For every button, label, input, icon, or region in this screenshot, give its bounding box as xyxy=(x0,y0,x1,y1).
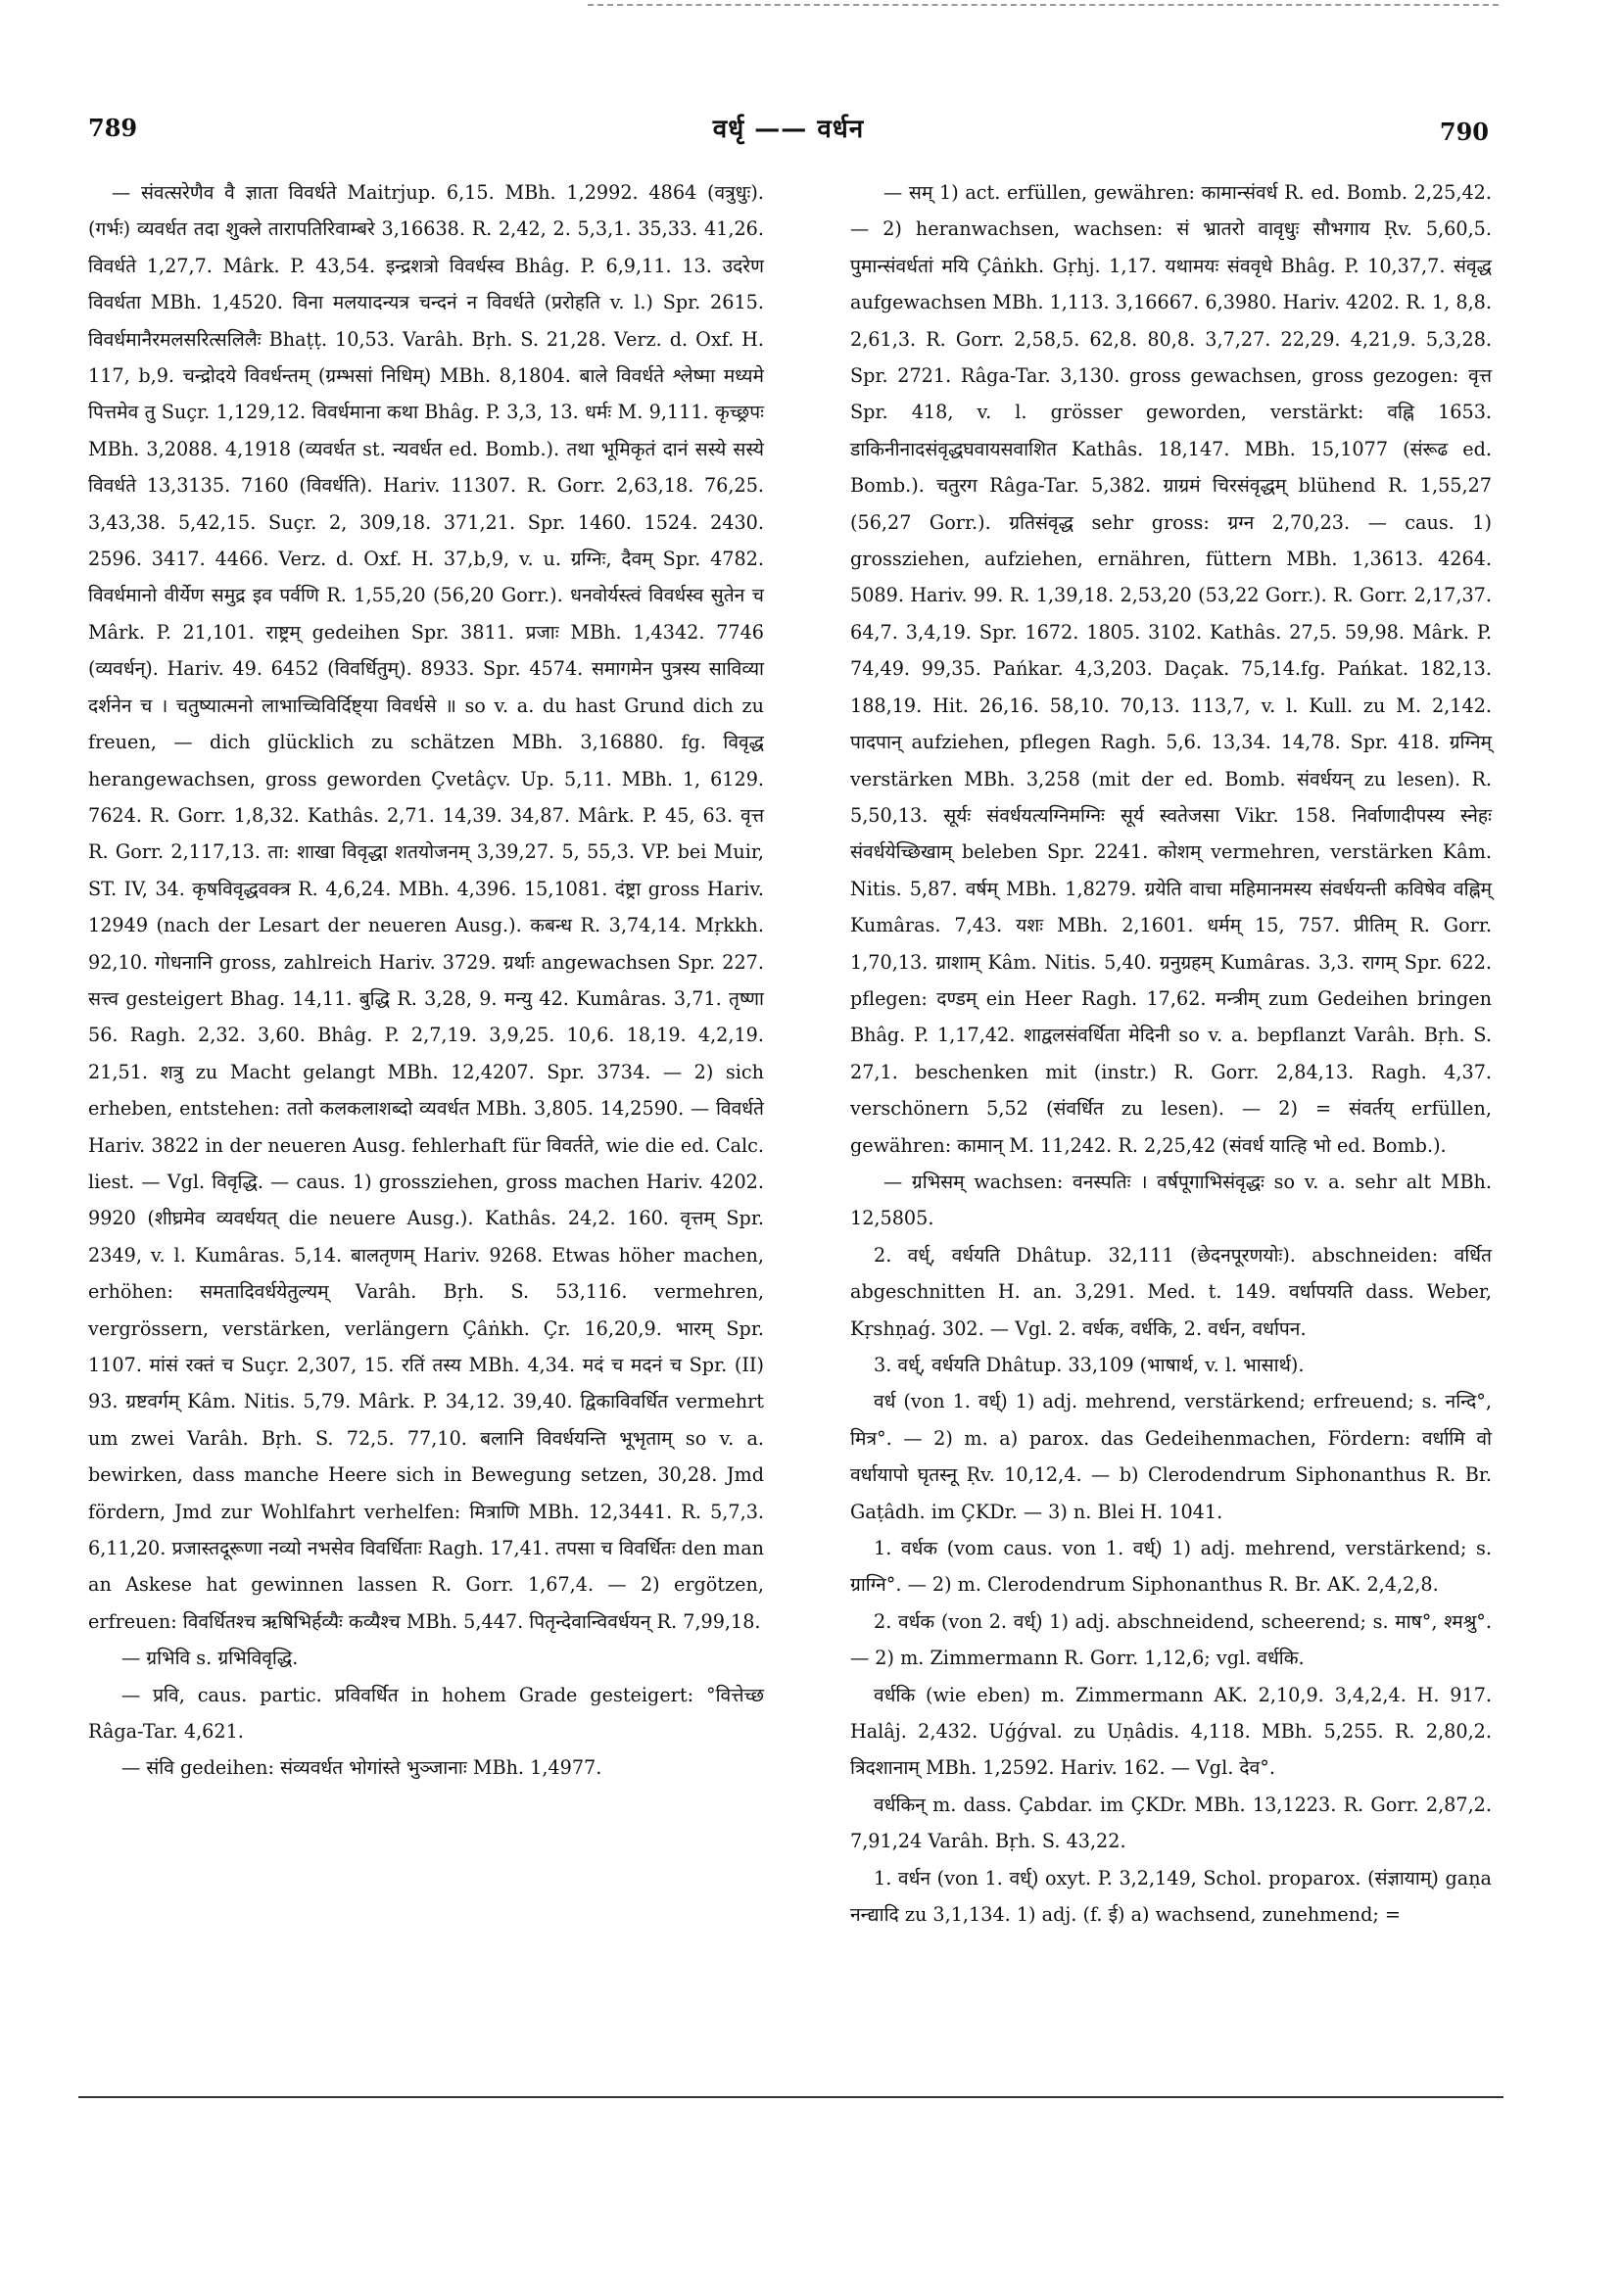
entry-vardh-2: 2. वर्ध्, वर्धयति Dhâtup. 32,111 (छेदनपूरणयोः). abschneiden: वर्धित abgeschnitten H. an. 3,291. Med. t. 149. वर्धापयति dass. Weber, Kṛshṇaǵ. 302. — Vgl. 2. वर्धक, वर्धकि, 2. वर्धन, वर्धापन. xyxy=(850,1243,1492,1340)
page-number-right: 790 xyxy=(1439,118,1489,146)
entry-vardhaka-1: 1. वर्धक (vom caus. von 1. वर्ध्) 1) adj. mehrend, verstärkend; s. ग्राग्नि°. — 2) m. Clerodendrum Siphonanthus R. Br. AK. 2,4,2,8. xyxy=(850,1537,1492,1597)
subentry-samvi: — संवि gedeihen: संव्यवर्धत भोगांस्ते भुञ्जानाः MBh. 1,4977. xyxy=(121,1756,602,1780)
entry-vardh-3: 3. वर्ध्, वर्धयति Dhâtup. 33,109 (भाषार्थ, v. l. भासार्थ). xyxy=(874,1354,1305,1376)
entry-vardhaka-2: 2. वर्धक (von 2. वर्ध्) 1) adj. abschneidend, scheerend; s. माष°, श्मश्रु°. — 2) m. Zimmermann R. Gorr. 1,12,6; vgl. वर्धकि. xyxy=(850,1609,1492,1670)
subentry-abhivi: — ग्रभिवि s. ग्रभिविवृद्धि. xyxy=(121,1647,299,1670)
entry-vardhaki: वर्धकि (wie eben) m. Zimmermann AK. 2,10,9. 3,4,2,4. H. 917. Halâj. 2,432. Uǵǵval. zu Uṇâdis. 4,118. MBh. 5,255. R. 2,80,2. त्रिदशानाम् MBh. 1,2592. Hariv. 162. — Vgl. देव°. xyxy=(850,1683,1492,1780)
entry-vardhana-1: 1. वर्धन (von 1. वर्ध्) oxyt. P. 3,2,149, Schol. proparox. (संज्ञायाम्) gaṇa नन्द्यादि zu 3,1,134. 1) adj. (f. ई) a) wachsend, zunehmend; = xyxy=(850,1866,1492,1927)
page-number-left: 789 xyxy=(88,114,138,142)
subentry-pravi: — प्रवि, caus. partic. प्रविवर्धित in hohem Grade gesteigert: °वित्तेच्छ Râga-Tar. 4,621. xyxy=(88,1683,764,1744)
entry-vardha: वर्ध (von 1. वर्ध्) 1) adj. mehrend, verstärkend; erfreuend; s. नन्दि°, मित्र°. — 2) m. a) parox. das Gedeihenmachen, Fördern: वर्धामि वो वर्धायापो घृतस्नू Ṛv. 10,12,4. — b) Clerodendrum Siphonanthus R. Br. Gaṭâdh. im ÇKDr. — 3) n. Blei H. 1041. xyxy=(850,1390,1492,1523)
top-decorative-rule xyxy=(588,4,1499,6)
running-head: वर्धृ —— वर्धन xyxy=(712,115,865,144)
entry-vardhakin: वर्धकिन् m. dass. Çabdar. im ÇKDr. MBh. 13,1223. R. Gorr. 2,87,2. 7,91,24 Varâh. Bṛh. S. 43,22. xyxy=(850,1793,1492,1853)
subentry-abhisam: — ग्रभिसम् wachsen: वनस्पतिः । वर्षपूगाभिसंवृद्धः so v. a. sehr alt MBh. 12,5805. xyxy=(850,1170,1492,1230)
left-column xyxy=(88,174,764,1787)
page-header xyxy=(88,110,1489,149)
bottom-rule xyxy=(78,2096,1503,2098)
right-column xyxy=(850,174,1492,1934)
entry-paragraph: — संवत्सरेणैव वै ज्ञाता विवर्धते Maitrjup. 6,15. MBh. 1,2992. 4864 (वत्रुधुः). (गर्भः) व्यवर्धत तदा शुक्ले तारापतिरिवाम्बरे 3,16638. R. 2,42, 2. 5,3,1. 35,33. 41,26. विवर्धते 1,27,7. Mârk. P. 43,54. इन्द्रशत्रो विवर्धस्व Bhâg. P. 6,9,11. 13. उदरेण विवर्धता MBh. 1,4520. विना मलयादन्यत्र चन्दनं न विवर्धते (प्ररोहति v. l.) Spr. 2615. विवर्धमानैरमलसरित्सलिलैः Bhaṭṭ. 10,53. Varâh. Bṛh. S. 21,28. Verz. d. Oxf. H. 117, b,9. चन्द्रोदये विवर्धन्तम् (ग्रम्भसां निधिम्) MBh. 8,1804. बाले विवर्धते श्लेष्मा मध्यमे पित्तमेव तु Suçr. 1,129,12. विवर्धमाना कथा Bhâg. P. 3,3, 13. धर्मः M. 9,111. कृच्छ्रपः MBh. 3,2088. 4,1918 (व्यवर्धत st. न्यवर्धत ed. Bomb.). तथा भूमिकृतं दानं सस्ये सस्ये विवर्धते 13,3135. 7160 (विवर्धति). Hariv. 11307. R. Gorr. 2,63,18. 76,25. 3,43,38. 5,42,15. Suçr. 2, 309,18. 371,21. Spr. 1460. 1524. 2430. 2596. 3417. 4466. Verz. d. Oxf. H. 37,b,9, v. u. ग्रग्निः, दैवम् Spr. 4782. विवर्धमानो वीर्येण समुद्र इव पर्वणि R. 1,55,20 (56,20 Gorr.). धनवोर्यस्त्वं विवर्धस्व सुतेन च Mârk. P. 21,101. राष्ट्रम् gedeihen Spr. 3811. प्रजाः MBh. 1,4342. 7746 (व्यवर्धन्). Hariv. 49. 6452 (विवर्धितुम्). 8933. Spr. 4574. समागमेन पुत्रस्य साविव्या दर्शनेन च । चतुष्यात्मनो लाभाच्चिविर्दिष्ट्या विवर्धसे ॥ so v. a. du hast Grund dich zu freuen, — dich glücklich zu schätzen MBh. 3,16880. fg. विवृद्ध herangewachsen, gross geworden Çvetâçv. Up. 5,11. MBh. 1, 6129. 7624. R. Gorr. 1,8,32. Kathâs. 2,71. 14,39. 34,87. Mârk. P. 45, 63. वृत्त R. Gorr. 2,117,13. ता: शाखा विवृद्धा शतयोजनम् 3,39,27. 5, 55,3. VP. bei Muir, ST. IV, 34. कृषविवृद्धवक्त्र R. 4,6,24. MBh. 4,396. 15,1081. दंष्ट्रा gross Hariv. 12949 (nach der Lesart der neueren Ausg.). कबन्ध R. 3,74,14. Mṛkkh. 92,10. गोधनानि gross, zahlreich Hariv. 3729. ग्रर्थाः angewachsen Spr. 227. सत्त्व gesteigert Bhag. 14,11. बुद्धि R. 3,28, 9. मन्यु 42. Kumâras. 3,71. तृष्णा 56. Ragh. 2,32. 3,60. Bhâg. P. 2,7,19. 3,9,25. 10,6. 18,19. 4,2,19. 21,51. शत्रु zu Macht gelangt MBh. 12,4207. Spr. 3734. — 2) sich erheben, entstehen: ततो कलकलाशब्दो व्यवर्धत MBh. 3,805. 14,2590. — विवर्धते Hariv. 3822 in der neueren Ausg. fehlerhaft für विवर्तते, wie die ed. Calc. liest. — Vgl. विवृद्धि. — caus. 1) grossziehen, gross machen Hariv. 4202. 9920 (शीघ्रमेव व्यवर्धयत् die neuere Ausg.). Kathâs. 24,2. 160. वृत्तम् Spr. 2349, v. l. Kumâras. 5,14. बालतृणम् Hariv. 9268. Etwas höher machen, erhöhen: समतादिवर्धयेतुल्यम् Varâh. Bṛh. S. 53,116. vermehren, vergrössern, verstärken, verlängern Çâṅkh. Çr. 16,20,9. भारम् Spr. 1107. मांसं रक्तं च Suçr. 2,307, 15. रतिं तस्य MBh. 4,34. मदं च मदनं च Spr. (II) 93. ग्रष्टवर्गम् Kâm. Nitis. 5,79. Mârk. P. 34,12. 39,40. द्विकाविवर्धित vermehrt um zwei Varâh. Bṛh. S. 72,5. 77,10. बलानि विवर्धयन्ति भूभृताम् so v. a. bewirken, dass manche Heere sich in Bewegung setzen, 30,28. Jmd fördern, Jmd zur Wohlfahrt verhelfen: मित्राणि MBh. 12,3441. R. 5,7,3. 6,11,20. प्रजास्तदूरूणा नव्यो नभसेव विवर्धिताः Ragh. 17,41. तपसा च विवर्धितः den man an Askese hat gewinnen lassen R. Gorr. 1,67,4. — 2) ergötzen, erfreuen: विवर्धितश्च ऋषिभिर्हव्यैः कव्यैश्च MBh. 5,447. पितृन्देवान्विवर्धयन् R. 7,99,18. xyxy=(88,181,764,1633)
subentry-sam: — सम् 1) act. erfüllen, gewähren: कामान्संवर्ध R. ed. Bomb. 2,25,42. — 2) heranwachsen, wachsen: सं भ्रातरो वावृधुः सौभगाय Ṛv. 5,60,5. पुमान्संवर्धतां मयि Çâṅkh. Gṛhj. 1,17. यथामयः संववृधे Bhâg. P. 10,37,7. संवृद्ध aufgewachsen MBh. 1,113. 3,16667. 6,3980. Hariv. 4202. R. 1, 8,8. 2,61,3. R. Gorr. 2,58,5. 62,8. 80,8. 3,7,27. 22,29. 4,21,9. 5,3,28. Spr. 2721. Râga-Tar. 3,130. gross gewachsen, gross gezogen: वृत्त Spr. 418, v. l. grösser geworden, verstärkt: वह्नि 1653. डाकिनीनादसंवृद्धघवायसवाशित Kathâs. 18,147. MBh. 15,1077 (संरूढ ed. Bomb.). चतुरग Râga-Tar. 5,382. ग्राग्रमं चिरसंवृद्धम् blühend R. 1,55,27 (56,27 Gorr.). ग्रतिसंवृद्ध sehr gross: ग्रग्न 2,70,23. — caus. 1) grossziehen, aufziehen, ernähren, füttern MBh. 1,3613. 4264. 5089. Hariv. 99. R. 1,39,18. 2,53,20 (53,22 Gorr.). R. Gorr. 2,17,37. 64,7. 3,4,19. Spr. 1672. 1805. 3102. Kathâs. 27,5. 59,98. Mârk. P. 74,49. 99,35. Pańkar. 4,3,203. Daçak. 75,14.fg. Pańkat. 182,13. 188,19. Hit. 26,16. 58,10. 70,13. 113,7, v. l. Kull. zu M. 2,142. पादपान् aufziehen, pflegen Ragh. 5,6. 13,34. 14,78. Spr. 418. ग्रग्निम् verstärken MBh. 3,258 (mit der ed. Bomb. संवर्धयन् zu lesen). R. 5,50,13. सूर्यः संवर्धयत्यग्निमग्निः सूर्य स्वतेजसा Vikr. 158. निर्वाणादीपस्य स्नेहः संवर्धयेच्छिखाम् beleben Spr. 2241. कोशम् vermehren, verstärken Kâm. Nitis. 5,87. वर्षम् MBh. 1,8279. ग्रयेति वाचा महिमानमस्य संवर्धयन्ती कविषेव वह्निम् Kumâras. 7,43. यशः MBh. 2,1601. धर्मम् 15, 757. प्रीतिम् R. Gorr. 1,70,13. ग्राशाम् Kâm. Nitis. 5,40. ग्रनुग्रहम् Kumâras. 3,3. रागम् Spr. 622. pflegen: दण्डम् ein Heer Ragh. 17,62. मन्त्रीम् zum Gedeihen bringen Bhâg. P. 1,17,42. शाद्वलसंवर्धिता मेदिनी so v. a. bepflanzt Varâh. Bṛh. S. 27,1. beschenken mit (instr.) R. Gorr. 2,84,13. Ragh. 4,37. verschönern 5,52 (संवर्धित zu lesen). — 2) = संवर्तय् erfüllen, gewähren: कामान् M. 11,242. R. 2,25,42 (संवर्ध यात्हि भो ed. Bomb.). xyxy=(850,181,1492,1157)
